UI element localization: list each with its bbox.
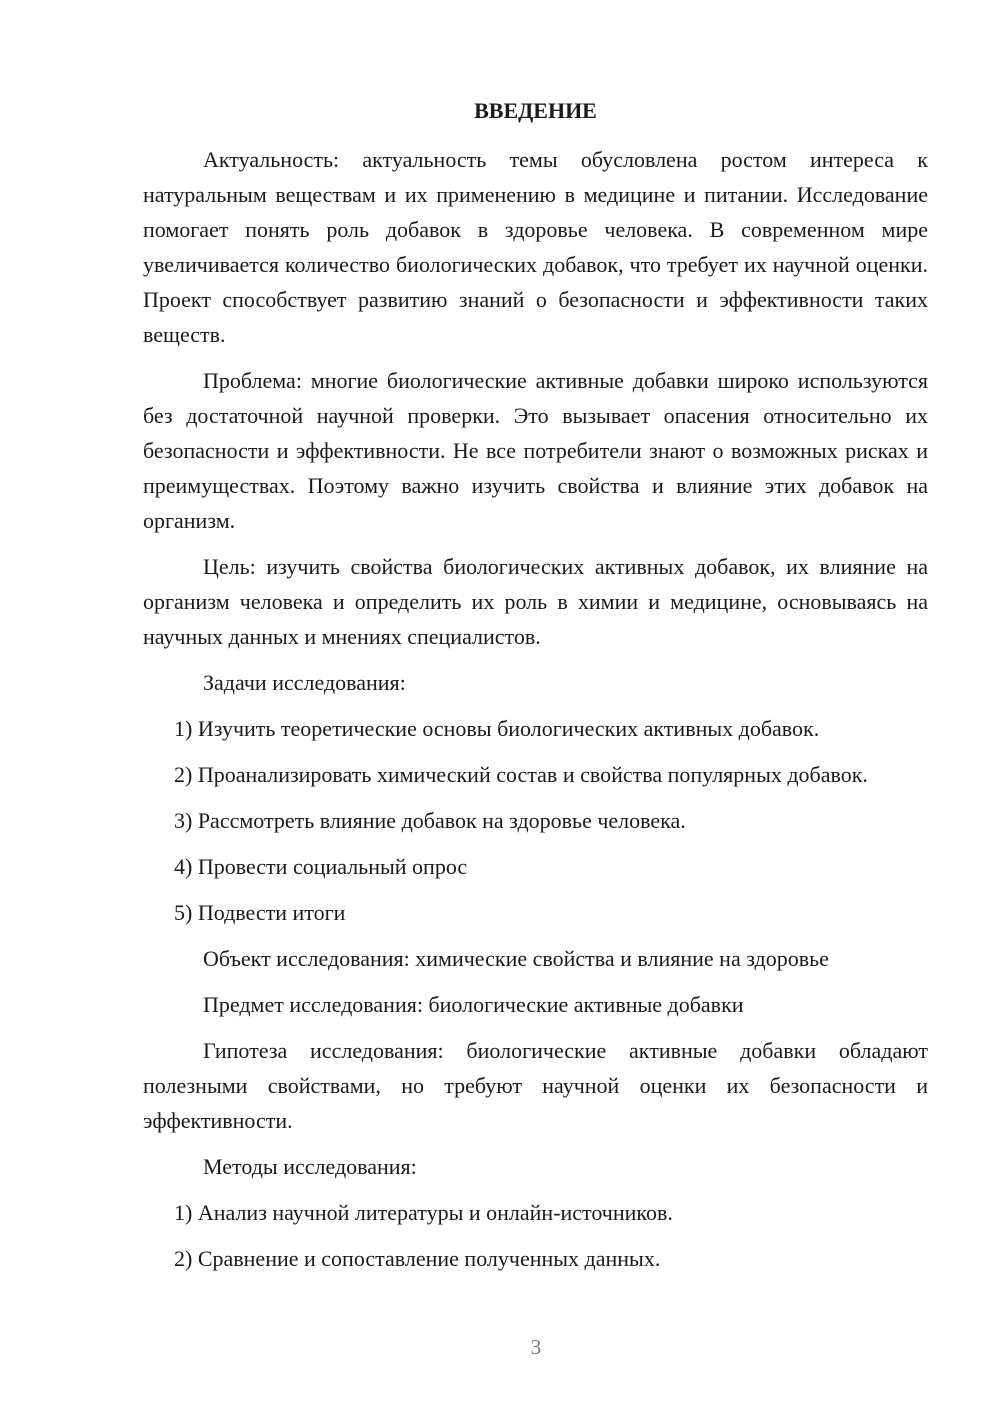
task-item: 1) Изучить теоретические основы биологических активных добавок. bbox=[174, 716, 820, 741]
method-item: 1) Анализ научной литературы и онлайн-источников. bbox=[174, 1200, 673, 1225]
problem-paragraph: Проблема: многие биологические активные добавки широко используются без достаточной научной проверки. Это вызывает опасения относительно их безопасности и эффективности. Не все потребители знают о возможных рисках и преимуществах. Поэтому важно изучить свойства и влияние этих добавок на организм. bbox=[143, 368, 928, 533]
task-item: 5) Подвести итоги bbox=[174, 900, 346, 925]
document-page bbox=[143, 96, 928, 1287]
tasks-title: Задачи исследования: bbox=[203, 670, 406, 695]
hypothesis-paragraph: Гипотеза исследования: биологические активные добавки обладают полезными свойствами, но требуют научной оценки их безопасности и эффективности. bbox=[143, 1038, 928, 1133]
task-item: 3) Рассмотреть влияние добавок на здоровье человека. bbox=[174, 808, 686, 833]
relevance-paragraph: Актуальность: актуальность темы обусловлена ростом интереса к натуральным веществам и их применению в медицине и питании. Исследование помогает понять роль добавок в здоровье человека. В современном мире увеличивается количество биологических добавок, что требует их научной оценки. Проект способствует развитию знаний о безопасности и эффективности таких веществ. bbox=[143, 147, 928, 347]
page-number: 3 bbox=[530, 1335, 542, 1359]
task-item: 4) Провести социальный опрос bbox=[174, 854, 468, 879]
goal-paragraph: Цель: изучить свойства биологических активных добавок, их влияние на организм человека и определить их роль в химии и медицине, основываясь на научных данных и мнениях специалистов. bbox=[143, 554, 928, 649]
object-paragraph: Объект исследования: химические свойства и влияние на здоровье bbox=[203, 946, 829, 971]
method-item: 2) Сравнение и сопоставление полученных данных. bbox=[174, 1246, 661, 1271]
subject-paragraph: Предмет исследования: биологические активные добавки bbox=[203, 992, 744, 1017]
task-item: 2) Проанализировать химический состав и свойства популярных добавок. bbox=[174, 762, 868, 787]
methods-title: Методы исследования: bbox=[203, 1154, 417, 1179]
section-heading: ВВЕДЕНИЕ bbox=[474, 98, 597, 123]
